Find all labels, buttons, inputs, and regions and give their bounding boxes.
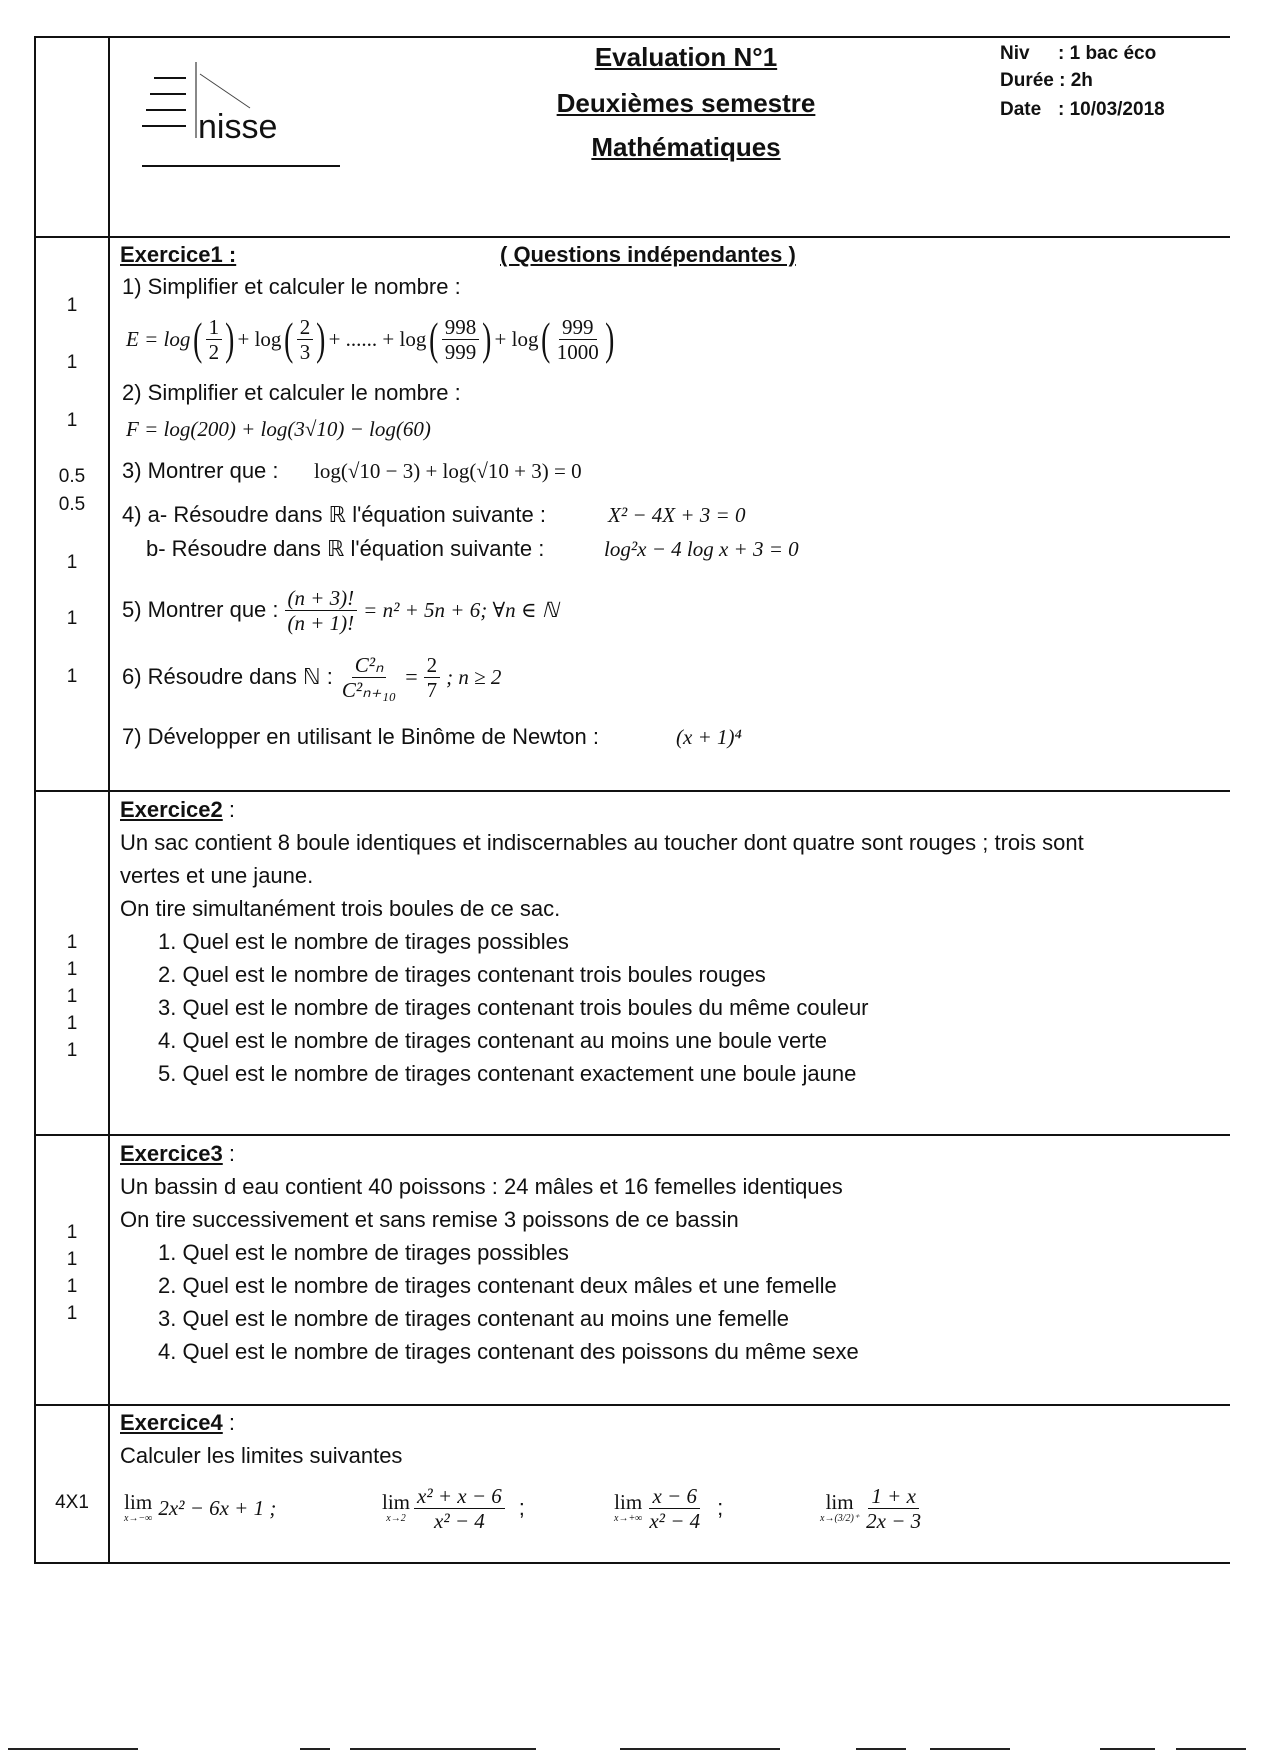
- lim-word: lim: [124, 1490, 153, 1514]
- exam-title: Evaluation N°1: [594, 42, 778, 72]
- q1-frac-2: [297, 315, 314, 364]
- ex1-points-7: 1: [66, 608, 78, 629]
- q6-rest: ; n ≥ 2: [446, 665, 502, 689]
- ex2-item-2: 2. Quel est le nombre de tirages contenant trois boules rouges: [158, 962, 766, 987]
- lim-operator: [382, 1491, 410, 1525]
- q5-fraction: [285, 586, 358, 635]
- lim-word: lim: [614, 1490, 643, 1514]
- ex3-points-3: 1: [66, 1276, 78, 1297]
- lim-operator: [124, 1491, 152, 1525]
- lim-word: lim: [382, 1490, 411, 1514]
- den: (n + 1)!: [287, 610, 355, 635]
- num: 2: [297, 315, 314, 340]
- den: 2: [208, 339, 220, 364]
- q1-frac-4: [554, 315, 602, 364]
- ex1-q3: 3) Montrer que :: [122, 458, 279, 483]
- logo-text: nisse: [198, 108, 278, 146]
- den: C²ₙ₊₁₀: [341, 677, 397, 702]
- ex1-q3-expression: log(√10 − 3) + log(√10 + 3) = 0: [314, 459, 582, 483]
- ex2-points-3: 1: [66, 986, 78, 1007]
- q5-label: 5) Montrer que :: [122, 597, 279, 622]
- num: C²ₙ: [352, 653, 387, 678]
- ex3-title: Exercice3: [120, 1141, 223, 1166]
- q6-eq: =: [405, 664, 418, 689]
- ex1-points-8: 1: [66, 666, 78, 687]
- ex1-q2: 2) Simplifier et calculer le nombre :: [122, 380, 461, 405]
- row-divider-header: [34, 236, 1230, 238]
- exam-subject: Mathématiques: [591, 132, 781, 162]
- limit-2-sep: ;: [518, 1495, 525, 1520]
- den: x² − 4: [434, 1508, 485, 1533]
- den: 999: [444, 339, 477, 364]
- limit-2-fraction: [414, 1484, 505, 1533]
- num: (n + 3)!: [285, 586, 358, 611]
- num: 2: [424, 653, 441, 678]
- ex2-title: Exercice2: [120, 797, 223, 822]
- ex3-intro-1: Un bassin d eau contient 40 poissons : 24 mâles et 16 femelles identiques: [120, 1174, 843, 1199]
- ex1-q7: 7) Développer en utilisant le Binôme de Newton :: [122, 724, 599, 749]
- ex1-points-6: 1: [66, 552, 78, 573]
- footer-rule: [620, 1748, 780, 1750]
- lim-operator: [820, 1491, 859, 1525]
- ex2-points-1: 1: [66, 932, 78, 953]
- row-divider-ex3: [34, 1134, 1230, 1136]
- paren: ): [604, 313, 615, 364]
- ex4-points: 4X1: [55, 1492, 89, 1513]
- ex2-intro-1: Un sac contient 8 boule identiques et indiscernables au toucher dont quatre sont rouges ; trois sont: [120, 830, 1084, 855]
- q1-dots: + ...... + log: [328, 327, 427, 351]
- ex4-colon: :: [222, 1410, 235, 1435]
- left-border: [34, 36, 36, 1562]
- q6-fraction-2: [424, 653, 441, 702]
- den: 1000: [556, 339, 599, 364]
- footer-rule: [1100, 1748, 1155, 1750]
- ex1-points-2: 1: [66, 352, 78, 373]
- num: x − 6: [649, 1484, 700, 1509]
- den: 2x − 3: [866, 1508, 922, 1533]
- row-divider-ex4: [34, 1404, 1230, 1406]
- ex2-title-row: [120, 795, 235, 825]
- ex1-q4a: 4) a- Résoudre dans ℝ l'équation suivante :: [122, 502, 546, 527]
- lim-operator: [614, 1491, 642, 1525]
- logo: [140, 58, 340, 168]
- ex2-item-4: 4. Quel est le nombre de tirages contenant au moins une boule verte: [158, 1028, 827, 1053]
- ex1-title: Exercice1 :: [120, 242, 237, 267]
- exam-semester: Deuxièmes semestre: [556, 88, 816, 118]
- ex4-intro: Calculer les limites suivantes: [120, 1443, 403, 1468]
- limit-4-fraction: [863, 1484, 924, 1533]
- ex2-intro-3: On tire simultanément trois boules de ce sac.: [120, 896, 561, 921]
- num: x² + x − 6: [414, 1484, 505, 1509]
- num: 1: [206, 315, 223, 340]
- ex3-points-1: 1: [66, 1222, 78, 1243]
- ex3-item-1: 1. Quel est le nombre de tirages possibles: [158, 1240, 569, 1265]
- den: x² − 4: [649, 1508, 701, 1533]
- lim-sub: x→(3/2)⁺: [820, 1513, 860, 1524]
- footer-rule: [856, 1748, 906, 1750]
- top-border: [34, 36, 1230, 38]
- q5-rest: = n² + 5n + 6; ∀n ∈ ℕ: [363, 598, 559, 622]
- q1-frac-1: [206, 315, 223, 364]
- lim-word: lim: [825, 1490, 854, 1514]
- lim-sub: x→+∞: [614, 1513, 643, 1524]
- ex4-title-row: [120, 1408, 235, 1438]
- ex3-points-4: 1: [66, 1303, 78, 1324]
- ex1-q7-expression: (x + 1)⁴: [676, 725, 742, 749]
- ex2-intro-2: vertes et une jaune.: [120, 863, 314, 888]
- q6-label: 6) Résoudre dans ℕ :: [122, 664, 333, 689]
- q6-fraction: [339, 653, 399, 702]
- paren: ): [316, 313, 326, 364]
- den: 7: [426, 677, 438, 702]
- paren: (: [193, 313, 203, 364]
- ex1-points-5: 0.5: [58, 494, 86, 515]
- ex2-points-5: 1: [66, 1040, 78, 1061]
- ex3-title-row: [120, 1139, 235, 1169]
- num: 1 + x: [868, 1484, 919, 1509]
- bottom-border: [34, 1562, 1230, 1564]
- ex1-subtitle: ( Questions indépendantes ): [500, 242, 796, 267]
- row-divider-ex2: [34, 790, 1230, 792]
- ex2-points-2: 1: [66, 959, 78, 980]
- ex2-item-3: 3. Quel est le nombre de tirages contenant trois boules du même couleur: [158, 995, 869, 1020]
- ex3-intro-2: On tire successivement et sans remise 3 poissons de ce bassin: [120, 1207, 739, 1232]
- paren: ): [482, 313, 492, 364]
- ex2-item-5: 5. Quel est le nombre de tirages contenant exactement une boule jaune: [158, 1061, 857, 1086]
- num: 999: [559, 315, 597, 340]
- limit-1-expr: 2x² − 6x + 1 ;: [158, 1496, 277, 1520]
- q1-plus: + log: [237, 327, 282, 351]
- ex4-limit-3: [614, 1478, 723, 1538]
- limit-3-sep: ;: [717, 1495, 724, 1520]
- ex3-item-4: 4. Quel est le nombre de tirages contenant des poissons du même sexe: [158, 1339, 859, 1364]
- ex2-item-1: 1. Quel est le nombre de tirages possibles: [158, 929, 569, 954]
- num: 998: [442, 315, 480, 340]
- ex1-points-1: 1: [66, 295, 78, 316]
- paren: (: [284, 313, 294, 364]
- q1-plus-2: + log: [494, 327, 539, 351]
- niv-value: : 1 bac éco: [1058, 43, 1157, 64]
- duree-label: Durée : 2h: [1000, 70, 1093, 91]
- ex2-points-4: 1: [66, 1013, 78, 1034]
- footer-rule: [350, 1748, 536, 1750]
- paren: ): [225, 313, 235, 364]
- ex1-points-3: 1: [66, 410, 78, 431]
- ex1-q4b: b- Résoudre dans ℝ l'équation suivante :: [146, 536, 545, 561]
- ex1-q5: [122, 580, 559, 640]
- ex1-q2-expression: F = log(200) + log(3√10) − log(60): [126, 417, 431, 441]
- column-divider: [108, 36, 110, 1562]
- ex4-limit-2: [382, 1478, 525, 1538]
- footer-rule: [1176, 1748, 1246, 1750]
- ex3-item-3: 3. Quel est le nombre de tirages contenant au moins une femelle: [158, 1306, 790, 1331]
- ex4-title: Exercice4: [120, 1410, 223, 1435]
- den: 3: [299, 339, 311, 364]
- lim-sub: x→−∞: [124, 1513, 153, 1524]
- ex3-colon: :: [222, 1141, 235, 1166]
- ex1-q1-expression: [126, 306, 617, 372]
- ex1-q4b-expression: log²x − 4 log x + 3 = 0: [604, 537, 799, 561]
- ex1-q4a-expression: X² − 4X + 3 = 0: [608, 503, 746, 527]
- ex4-limit-1: [124, 1478, 276, 1538]
- footer-rule: [8, 1748, 138, 1750]
- date-label: Date: [1000, 99, 1042, 120]
- niv-label: Niv: [1000, 43, 1030, 64]
- limit-3-fraction: [646, 1484, 703, 1533]
- ex4-limit-4: [820, 1478, 924, 1538]
- date-value: : 10/03/2018: [1058, 99, 1165, 120]
- footer-rule: [300, 1748, 330, 1750]
- ex3-points-2: 1: [66, 1249, 78, 1270]
- ex1-points-4: 0.5: [58, 466, 86, 487]
- paren: (: [429, 313, 439, 364]
- q1-E: E = log: [126, 327, 191, 351]
- ex1-q1: 1) Simplifier et calculer le nombre :: [122, 274, 461, 299]
- paren: (: [541, 313, 551, 364]
- ex3-item-2: 2. Quel est le nombre de tirages contenant deux mâles et une femelle: [158, 1273, 837, 1298]
- footer-rule: [930, 1748, 1010, 1750]
- ex1-q6: [122, 646, 501, 708]
- q1-frac-3: [442, 315, 480, 364]
- lim-sub: x→2: [386, 1513, 406, 1524]
- ex2-colon: :: [222, 797, 235, 822]
